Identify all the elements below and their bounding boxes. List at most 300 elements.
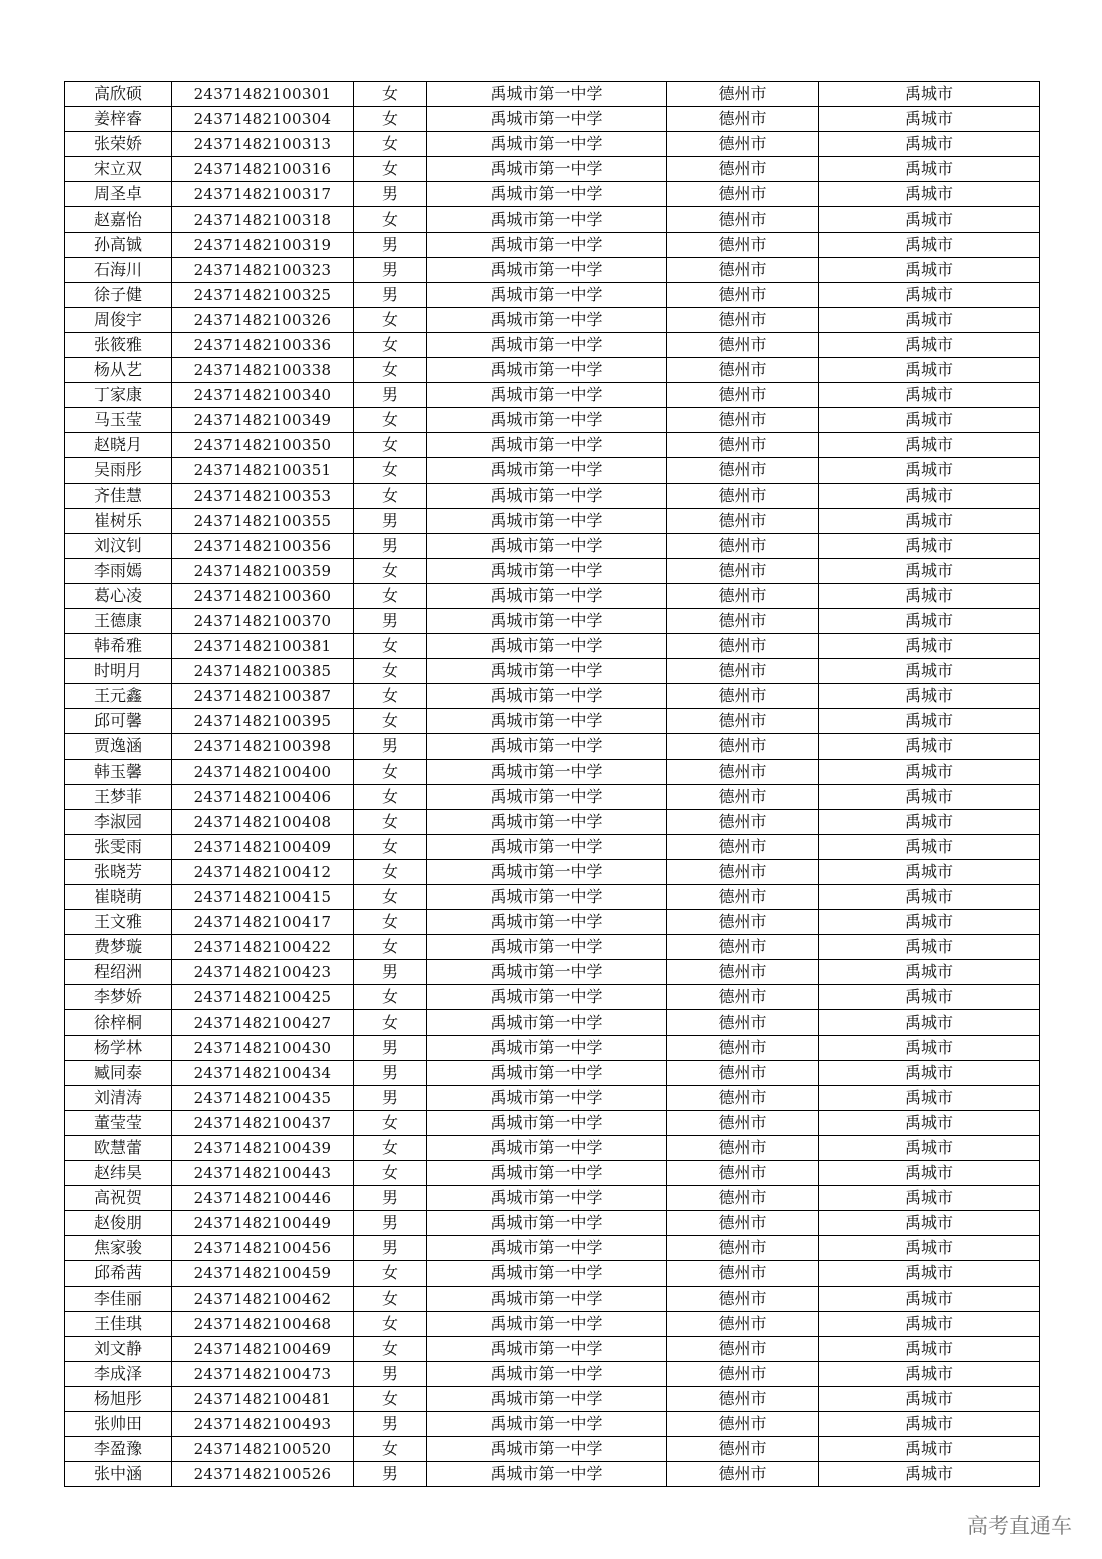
table-row: [65, 307, 1040, 332]
table-row: [65, 1186, 1040, 1211]
gender-cell: 男: [354, 257, 427, 282]
school-cell: 禹城市第一中学: [427, 1211, 667, 1236]
city-cell: 德州市: [667, 132, 819, 157]
school-cell: 禹城市第一中学: [427, 282, 667, 307]
name-cell: 韩玉馨: [65, 759, 172, 784]
county-cell: 禹城市: [819, 759, 1040, 784]
city-cell: 德州市: [667, 1286, 819, 1311]
gender-cell: 女: [354, 132, 427, 157]
city-cell: 德州市: [667, 809, 819, 834]
table-row: [65, 1035, 1040, 1060]
gender-cell: 女: [354, 1311, 427, 1336]
city-cell: 德州市: [667, 1161, 819, 1186]
gender-cell: 女: [354, 82, 427, 107]
table-row: [65, 1211, 1040, 1236]
city-cell: 德州市: [667, 1110, 819, 1135]
school-cell: 禹城市第一中学: [427, 985, 667, 1010]
school-cell: 禹城市第一中学: [427, 1236, 667, 1261]
city-cell: 德州市: [667, 257, 819, 282]
city-cell: 德州市: [667, 282, 819, 307]
county-cell: 禹城市: [819, 282, 1040, 307]
city-cell: 德州市: [667, 182, 819, 207]
exam-number-cell: 24371482100338: [172, 358, 354, 383]
county-cell: 禹城市: [819, 232, 1040, 257]
name-cell: 崔晓萌: [65, 885, 172, 910]
city-cell: 德州市: [667, 82, 819, 107]
county-cell: 禹城市: [819, 608, 1040, 633]
school-cell: 禹城市第一中学: [427, 182, 667, 207]
city-cell: 德州市: [667, 558, 819, 583]
name-cell: 费梦璇: [65, 935, 172, 960]
table-row: [65, 232, 1040, 257]
school-cell: 禹城市第一中学: [427, 583, 667, 608]
exam-number-cell: 24371482100316: [172, 157, 354, 182]
city-cell: 德州市: [667, 1386, 819, 1411]
city-cell: 德州市: [667, 684, 819, 709]
city-cell: 德州市: [667, 1236, 819, 1261]
exam-number-cell: 24371482100387: [172, 684, 354, 709]
school-cell: 禹城市第一中学: [427, 433, 667, 458]
name-cell: 杨旭彤: [65, 1386, 172, 1411]
gender-cell: 男: [354, 1186, 427, 1211]
school-cell: 禹城市第一中学: [427, 533, 667, 558]
exam-number-cell: 24371482100356: [172, 533, 354, 558]
city-cell: 德州市: [667, 1211, 819, 1236]
gender-cell: 女: [354, 1336, 427, 1361]
name-cell: 张中涵: [65, 1462, 172, 1487]
table-row: [65, 483, 1040, 508]
exam-number-cell: 24371482100385: [172, 659, 354, 684]
name-cell: 王德康: [65, 608, 172, 633]
county-cell: 禹城市: [819, 1110, 1040, 1135]
table-row: [65, 508, 1040, 533]
exam-number-cell: 24371482100434: [172, 1060, 354, 1085]
table-row: [65, 383, 1040, 408]
city-cell: 德州市: [667, 734, 819, 759]
school-cell: 禹城市第一中学: [427, 358, 667, 383]
school-cell: 禹城市第一中学: [427, 558, 667, 583]
name-cell: 吴雨彤: [65, 458, 172, 483]
table-row: [65, 935, 1040, 960]
name-cell: 李淑园: [65, 809, 172, 834]
gender-cell: 女: [354, 483, 427, 508]
city-cell: 德州市: [667, 709, 819, 734]
city-cell: 德州市: [667, 332, 819, 357]
school-cell: 禹城市第一中学: [427, 508, 667, 533]
school-cell: 禹城市第一中学: [427, 132, 667, 157]
exam-number-cell: 24371482100468: [172, 1311, 354, 1336]
name-cell: 姜梓睿: [65, 107, 172, 132]
gender-cell: 女: [354, 784, 427, 809]
school-cell: 禹城市第一中学: [427, 107, 667, 132]
exam-number-cell: 24371482100409: [172, 834, 354, 859]
city-cell: 德州市: [667, 383, 819, 408]
gender-cell: 男: [354, 1411, 427, 1436]
gender-cell: 女: [354, 107, 427, 132]
name-cell: 周圣卓: [65, 182, 172, 207]
exam-number-cell: 24371482100381: [172, 634, 354, 659]
name-cell: 丁家康: [65, 383, 172, 408]
exam-number-cell: 24371482100412: [172, 859, 354, 884]
city-cell: 德州市: [667, 1085, 819, 1110]
city-cell: 德州市: [667, 834, 819, 859]
city-cell: 德州市: [667, 659, 819, 684]
name-cell: 王梦菲: [65, 784, 172, 809]
exam-number-cell: 24371482100395: [172, 709, 354, 734]
name-cell: 时明月: [65, 659, 172, 684]
exam-number-cell: 24371482100446: [172, 1186, 354, 1211]
city-cell: 德州市: [667, 1411, 819, 1436]
table-row: [65, 1386, 1040, 1411]
city-cell: 德州市: [667, 960, 819, 985]
school-cell: 禹城市第一中学: [427, 1110, 667, 1135]
county-cell: 禹城市: [819, 684, 1040, 709]
exam-number-cell: 24371482100459: [172, 1261, 354, 1286]
school-cell: 禹城市第一中学: [427, 1411, 667, 1436]
name-cell: 张帅田: [65, 1411, 172, 1436]
county-cell: 禹城市: [819, 734, 1040, 759]
school-cell: 禹城市第一中学: [427, 1186, 667, 1211]
gender-cell: 女: [354, 709, 427, 734]
school-cell: 禹城市第一中学: [427, 157, 667, 182]
gender-cell: 男: [354, 608, 427, 633]
gender-cell: 女: [354, 1161, 427, 1186]
name-cell: 邱可馨: [65, 709, 172, 734]
city-cell: 德州市: [667, 784, 819, 809]
gender-cell: 女: [354, 358, 427, 383]
county-cell: 禹城市: [819, 107, 1040, 132]
county-cell: 禹城市: [819, 458, 1040, 483]
table-row: [65, 107, 1040, 132]
table-row: [65, 1336, 1040, 1361]
exam-number-cell: 24371482100520: [172, 1437, 354, 1462]
city-cell: 德州市: [667, 1311, 819, 1336]
gender-cell: 女: [354, 1135, 427, 1160]
table-row: [65, 558, 1040, 583]
name-cell: 王文雅: [65, 910, 172, 935]
school-cell: 禹城市第一中学: [427, 82, 667, 107]
exam-number-cell: 24371482100317: [172, 182, 354, 207]
county-cell: 禹城市: [819, 1462, 1040, 1487]
gender-cell: 女: [354, 433, 427, 458]
school-cell: 禹城市第一中学: [427, 859, 667, 884]
county-cell: 禹城市: [819, 433, 1040, 458]
table-row: [65, 608, 1040, 633]
exam-number-cell: 24371482100406: [172, 784, 354, 809]
county-cell: 禹城市: [819, 1060, 1040, 1085]
gender-cell: 女: [354, 1261, 427, 1286]
gender-cell: 女: [354, 910, 427, 935]
school-cell: 禹城市第一中学: [427, 1286, 667, 1311]
city-cell: 德州市: [667, 307, 819, 332]
county-cell: 禹城市: [819, 709, 1040, 734]
city-cell: 德州市: [667, 157, 819, 182]
gender-cell: 男: [354, 734, 427, 759]
exam-number-cell: 24371482100323: [172, 257, 354, 282]
county-cell: 禹城市: [819, 834, 1040, 859]
county-cell: 禹城市: [819, 358, 1040, 383]
school-cell: 禹城市第一中学: [427, 734, 667, 759]
name-cell: 程绍洲: [65, 960, 172, 985]
exam-number-cell: 24371482100435: [172, 1085, 354, 1110]
name-cell: 李盈豫: [65, 1437, 172, 1462]
gender-cell: 女: [354, 583, 427, 608]
exam-number-cell: 24371482100422: [172, 935, 354, 960]
gender-cell: 女: [354, 935, 427, 960]
county-cell: 禹城市: [819, 1286, 1040, 1311]
gender-cell: 男: [354, 533, 427, 558]
county-cell: 禹城市: [819, 257, 1040, 282]
gender-cell: 女: [354, 885, 427, 910]
table-row: [65, 1161, 1040, 1186]
table-row: [65, 132, 1040, 157]
city-cell: 德州市: [667, 608, 819, 633]
exam-number-cell: 24371482100351: [172, 458, 354, 483]
exam-number-cell: 24371482100473: [172, 1361, 354, 1386]
school-cell: 禹城市第一中学: [427, 307, 667, 332]
exam-number-cell: 24371482100349: [172, 408, 354, 433]
gender-cell: 女: [354, 1110, 427, 1135]
school-cell: 禹城市第一中学: [427, 332, 667, 357]
gender-cell: 女: [354, 307, 427, 332]
school-cell: 禹城市第一中学: [427, 483, 667, 508]
city-cell: 德州市: [667, 1035, 819, 1060]
exam-number-cell: 24371482100437: [172, 1110, 354, 1135]
name-cell: 张晓芳: [65, 859, 172, 884]
gender-cell: 女: [354, 809, 427, 834]
city-cell: 德州市: [667, 1261, 819, 1286]
name-cell: 韩希雅: [65, 634, 172, 659]
name-cell: 李雨嫣: [65, 558, 172, 583]
school-cell: 禹城市第一中学: [427, 910, 667, 935]
county-cell: 禹城市: [819, 634, 1040, 659]
name-cell: 董莹莹: [65, 1110, 172, 1135]
county-cell: 禹城市: [819, 483, 1040, 508]
exam-number-cell: 24371482100301: [172, 82, 354, 107]
county-cell: 禹城市: [819, 82, 1040, 107]
table-row: [65, 1462, 1040, 1487]
county-cell: 禹城市: [819, 935, 1040, 960]
exam-number-cell: 24371482100423: [172, 960, 354, 985]
name-cell: 张筱雅: [65, 332, 172, 357]
school-cell: 禹城市第一中学: [427, 1361, 667, 1386]
school-cell: 禹城市第一中学: [427, 1336, 667, 1361]
gender-cell: 男: [354, 1085, 427, 1110]
gender-cell: 女: [354, 408, 427, 433]
table-row: [65, 809, 1040, 834]
name-cell: 贾逸涵: [65, 734, 172, 759]
table-row: [65, 1085, 1040, 1110]
exam-number-cell: 24371482100430: [172, 1035, 354, 1060]
exam-number-cell: 24371482100481: [172, 1386, 354, 1411]
school-cell: 禹城市第一中学: [427, 257, 667, 282]
exam-number-cell: 24371482100415: [172, 885, 354, 910]
name-cell: 杨学林: [65, 1035, 172, 1060]
county-cell: 禹城市: [819, 960, 1040, 985]
county-cell: 禹城市: [819, 508, 1040, 533]
name-cell: 葛心凌: [65, 583, 172, 608]
name-cell: 邱希茜: [65, 1261, 172, 1286]
table-row: [65, 1110, 1040, 1135]
county-cell: 禹城市: [819, 558, 1040, 583]
table-row: [65, 784, 1040, 809]
name-cell: 李佳丽: [65, 1286, 172, 1311]
name-cell: 杨从艺: [65, 358, 172, 383]
gender-cell: 男: [354, 1211, 427, 1236]
exam-number-cell: 24371482100336: [172, 332, 354, 357]
city-cell: 德州市: [667, 458, 819, 483]
gender-cell: 男: [354, 232, 427, 257]
name-cell: 马玉莹: [65, 408, 172, 433]
school-cell: 禹城市第一中学: [427, 232, 667, 257]
county-cell: 禹城市: [819, 910, 1040, 935]
gender-cell: 女: [354, 207, 427, 232]
school-cell: 禹城市第一中学: [427, 809, 667, 834]
table-row: [65, 207, 1040, 232]
gender-cell: 女: [354, 157, 427, 182]
school-cell: 禹城市第一中学: [427, 1085, 667, 1110]
table-row: [65, 659, 1040, 684]
table-row: [65, 408, 1040, 433]
school-cell: 禹城市第一中学: [427, 408, 667, 433]
school-cell: 禹城市第一中学: [427, 759, 667, 784]
city-cell: 德州市: [667, 508, 819, 533]
city-cell: 德州市: [667, 1010, 819, 1035]
table-row: [65, 859, 1040, 884]
table-row: [65, 759, 1040, 784]
school-cell: 禹城市第一中学: [427, 935, 667, 960]
name-cell: 徐梓桐: [65, 1010, 172, 1035]
table-row: [65, 458, 1040, 483]
city-cell: 德州市: [667, 1186, 819, 1211]
school-cell: 禹城市第一中学: [427, 834, 667, 859]
school-cell: 禹城市第一中学: [427, 885, 667, 910]
gender-cell: 女: [354, 1010, 427, 1035]
school-cell: 禹城市第一中学: [427, 1386, 667, 1411]
school-cell: 禹城市第一中学: [427, 960, 667, 985]
gender-cell: 女: [354, 558, 427, 583]
county-cell: 禹城市: [819, 408, 1040, 433]
city-cell: 德州市: [667, 759, 819, 784]
name-cell: 孙高铖: [65, 232, 172, 257]
county-cell: 禹城市: [819, 1311, 1040, 1336]
exam-number-cell: 24371482100304: [172, 107, 354, 132]
city-cell: 德州市: [667, 634, 819, 659]
city-cell: 德州市: [667, 910, 819, 935]
county-cell: 禹城市: [819, 383, 1040, 408]
exam-number-cell: 24371482100526: [172, 1462, 354, 1487]
exam-number-cell: 24371482100462: [172, 1286, 354, 1311]
exam-number-cell: 24371482100355: [172, 508, 354, 533]
exam-number-cell: 24371482100417: [172, 910, 354, 935]
exam-number-cell: 24371482100340: [172, 383, 354, 408]
exam-number-cell: 24371482100469: [172, 1336, 354, 1361]
school-cell: 禹城市第一中学: [427, 1261, 667, 1286]
exam-number-cell: 24371482100456: [172, 1236, 354, 1261]
name-cell: 高祝贺: [65, 1186, 172, 1211]
table-row: [65, 332, 1040, 357]
exam-number-cell: 24371482100350: [172, 433, 354, 458]
gender-cell: 男: [354, 960, 427, 985]
city-cell: 德州市: [667, 433, 819, 458]
city-cell: 德州市: [667, 533, 819, 558]
gender-cell: 女: [354, 634, 427, 659]
name-cell: 赵晓月: [65, 433, 172, 458]
gender-cell: 女: [354, 859, 427, 884]
name-cell: 欧慧蕾: [65, 1135, 172, 1160]
school-cell: 禹城市第一中学: [427, 1437, 667, 1462]
city-cell: 德州市: [667, 107, 819, 132]
county-cell: 禹城市: [819, 1135, 1040, 1160]
county-cell: 禹城市: [819, 1361, 1040, 1386]
table-row: [65, 1135, 1040, 1160]
name-cell: 崔树乐: [65, 508, 172, 533]
table-row: [65, 533, 1040, 558]
table-row: [65, 709, 1040, 734]
school-cell: 禹城市第一中学: [427, 1010, 667, 1035]
gender-cell: 女: [354, 659, 427, 684]
exam-number-cell: 24371482100439: [172, 1135, 354, 1160]
name-cell: 赵纬昊: [65, 1161, 172, 1186]
table-row: [65, 358, 1040, 383]
gender-cell: 男: [354, 1035, 427, 1060]
city-cell: 德州市: [667, 1060, 819, 1085]
exam-number-cell: 24371482100493: [172, 1411, 354, 1436]
city-cell: 德州市: [667, 583, 819, 608]
city-cell: 德州市: [667, 935, 819, 960]
table-row: [65, 960, 1040, 985]
county-cell: 禹城市: [819, 859, 1040, 884]
county-cell: 禹城市: [819, 1161, 1040, 1186]
name-cell: 张雯雨: [65, 834, 172, 859]
exam-number-cell: 24371482100425: [172, 985, 354, 1010]
name-cell: 臧同泰: [65, 1060, 172, 1085]
name-cell: 刘汶钊: [65, 533, 172, 558]
table-row: [65, 1311, 1040, 1336]
city-cell: 德州市: [667, 1462, 819, 1487]
school-cell: 禹城市第一中学: [427, 634, 667, 659]
city-cell: 德州市: [667, 1437, 819, 1462]
school-cell: 禹城市第一中学: [427, 1161, 667, 1186]
table-row: [65, 885, 1040, 910]
school-cell: 禹城市第一中学: [427, 659, 667, 684]
gender-cell: 男: [354, 182, 427, 207]
county-cell: 禹城市: [819, 1411, 1040, 1436]
county-cell: 禹城市: [819, 533, 1040, 558]
city-cell: 德州市: [667, 207, 819, 232]
name-cell: 周俊宇: [65, 307, 172, 332]
roster-body: [65, 82, 1040, 1487]
county-cell: 禹城市: [819, 157, 1040, 182]
county-cell: 禹城市: [819, 1186, 1040, 1211]
table-row: [65, 985, 1040, 1010]
county-cell: 禹城市: [819, 659, 1040, 684]
gender-cell: 男: [354, 282, 427, 307]
city-cell: 德州市: [667, 1135, 819, 1160]
table-row: [65, 1361, 1040, 1386]
table-row: [65, 634, 1040, 659]
name-cell: 张荣娇: [65, 132, 172, 157]
exam-number-cell: 24371482100325: [172, 282, 354, 307]
county-cell: 禹城市: [819, 1437, 1040, 1462]
gender-cell: 男: [354, 1462, 427, 1487]
city-cell: 德州市: [667, 408, 819, 433]
school-cell: 禹城市第一中学: [427, 1311, 667, 1336]
name-cell: 王佳琪: [65, 1311, 172, 1336]
city-cell: 德州市: [667, 885, 819, 910]
county-cell: 禹城市: [819, 307, 1040, 332]
name-cell: 赵俊朋: [65, 1211, 172, 1236]
